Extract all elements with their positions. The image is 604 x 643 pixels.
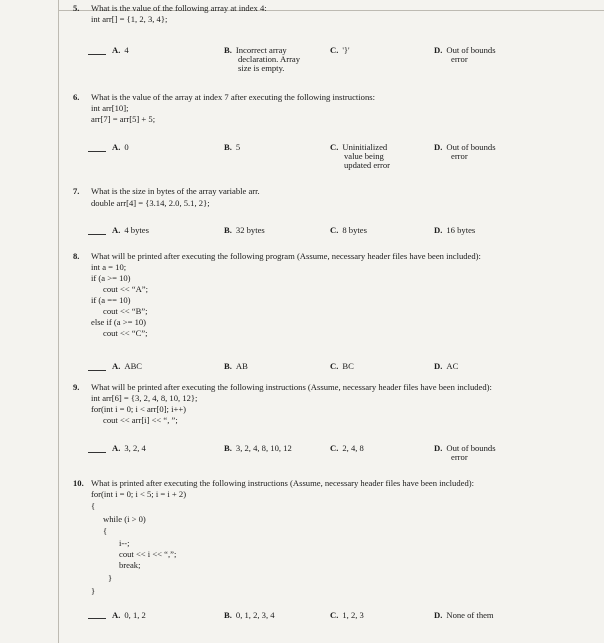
- code-line: while (i > 0): [103, 514, 146, 524]
- code-line: double arr[4] = {3.14, 2.0, 5.1, 2};: [91, 198, 210, 208]
- option-d[interactable]: D. Out of bounds error: [434, 142, 496, 161]
- code-line: }: [108, 573, 113, 583]
- code-line: {: [91, 501, 96, 511]
- option-a[interactable]: A. 4 bytes: [112, 225, 149, 235]
- code-line: arr[7] = arr[5] + 5;: [91, 114, 156, 124]
- question-text: What is the size in bytes of the array variable arr.: [91, 186, 260, 196]
- code-line: for(int i = 0; i < 5; i = i + 2): [91, 489, 187, 499]
- question-text: What will be printed after executing the following instructions (Assume, necessary header files have been included):: [91, 382, 492, 392]
- answer-blank[interactable]: [88, 151, 106, 152]
- code-line: int arr[6] = {3, 2, 4, 8, 10, 12};: [91, 393, 198, 403]
- code-line: {: [103, 526, 108, 536]
- option-d[interactable]: D. None of them: [434, 610, 494, 620]
- code-line: cout << “B”;: [103, 306, 148, 316]
- question-text: What will be printed after executing the following program (Assume, necessary header files have been included):: [91, 251, 481, 261]
- answer-blank[interactable]: [88, 618, 106, 619]
- option-d[interactable]: D. 16 bytes: [434, 225, 476, 235]
- code-line: int arr[] = {1, 2, 3, 4};: [91, 14, 168, 24]
- option-c[interactable]: C. BC: [330, 361, 354, 371]
- answer-blank[interactable]: [88, 452, 106, 453]
- code-line: for(int i = 0; i < arr[0]; i++): [91, 404, 187, 414]
- answer-blank[interactable]: [88, 370, 106, 371]
- option-d[interactable]: D. AC: [434, 361, 459, 371]
- option-a[interactable]: A. 4: [112, 45, 129, 55]
- question-text: What is printed after executing the following instructions (Assume, necessary header files have been included):: [91, 478, 475, 488]
- code-line: int a = 10;: [91, 262, 127, 272]
- option-a[interactable]: A. ABC: [112, 361, 143, 371]
- code-line: break;: [119, 560, 141, 570]
- option-c[interactable]: C. 8 bytes: [330, 225, 367, 235]
- question-number: 8.: [73, 251, 80, 261]
- option-d[interactable]: D. Out of bounds error: [434, 45, 496, 64]
- option-a[interactable]: A. 0: [112, 142, 129, 152]
- answer-blank[interactable]: [88, 54, 106, 55]
- option-c[interactable]: C. 2, 4, 8: [330, 443, 364, 453]
- code-line: if (a == 10): [91, 295, 131, 305]
- question-number: 5.: [73, 3, 80, 13]
- option-a[interactable]: A. 0, 1, 2: [112, 610, 146, 620]
- code-line: i--;: [119, 538, 130, 548]
- code-line: cout << “C”;: [103, 328, 148, 338]
- option-b[interactable]: B. 0, 1, 2, 3, 4: [224, 610, 275, 620]
- code-line: cout << “A”;: [103, 284, 149, 294]
- option-c[interactable]: C. 1, 2, 3: [330, 610, 364, 620]
- question-text: What is the value of the array at index 7 after executing the following instructions:: [91, 92, 375, 102]
- code-line: cout << i << “,”;: [119, 549, 177, 559]
- option-b[interactable]: B. 32 bytes: [224, 225, 265, 235]
- code-line: if (a >= 10): [91, 273, 131, 283]
- option-b[interactable]: B. 5: [224, 142, 241, 152]
- question-number: 6.: [73, 92, 80, 102]
- option-d[interactable]: D. Out of bounds error: [434, 443, 496, 462]
- option-c[interactable]: C. Uninitialized value being updated error: [330, 142, 391, 170]
- question-number: 10.: [73, 478, 84, 488]
- question-number: 9.: [73, 382, 80, 392]
- question-text: What is the value of the following array at index 4:: [91, 3, 267, 13]
- option-b[interactable]: B. Incorrect array declaration. Array size is empty.: [224, 45, 301, 73]
- code-line: int arr[10];: [91, 103, 129, 113]
- answer-blank[interactable]: [88, 234, 106, 235]
- margin-line: [58, 0, 59, 643]
- code-line: else if (a >= 10): [91, 317, 147, 327]
- option-c[interactable]: C. '}': [330, 45, 350, 55]
- code-line: }: [91, 586, 96, 596]
- option-b[interactable]: B. 3, 2, 4, 8, 10, 12: [224, 443, 292, 453]
- code-line: cout << arr[i] << “, ”;: [103, 415, 178, 425]
- option-a[interactable]: A. 3, 2, 4: [112, 443, 146, 453]
- question-number: 7.: [73, 186, 80, 196]
- option-b[interactable]: B. AB: [224, 361, 248, 371]
